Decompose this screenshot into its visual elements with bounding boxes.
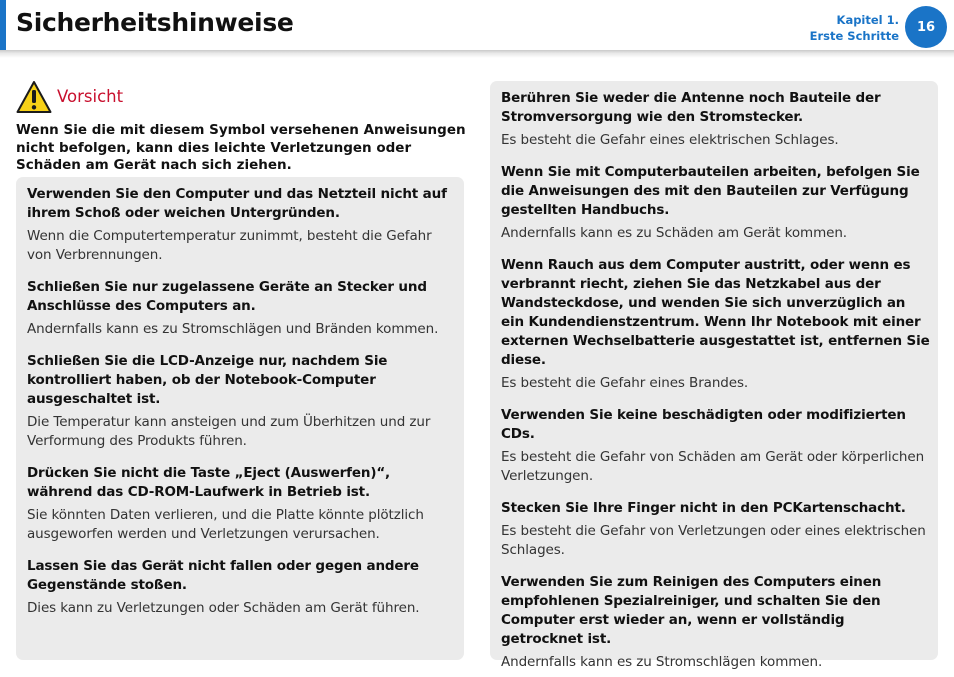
- safety-item-title: Schließen Sie nur zugelassene Geräte an Stecker und Anschlüsse des Computers an.: [27, 279, 427, 314]
- left-safety-panel: [16, 177, 464, 660]
- warning-triangle-icon: [16, 80, 52, 114]
- safety-item-text: Dies kann zu Verletzungen oder Schäden am Gerät führen.: [27, 600, 420, 616]
- safety-item-text: Es besteht die Gefahr eines Brandes.: [501, 375, 749, 391]
- safety-item: [27, 278, 454, 339]
- safety-item: [501, 499, 930, 560]
- page-number-badge: 16: [905, 6, 947, 48]
- right-safety-panel: [490, 81, 938, 670]
- safety-item-title: Wenn Sie mit Computerbauteilen arbeiten, befolgen Sie die Anweisungen des mit den Bauteilen zur Verfügung gestellten Handbuchs.: [501, 164, 920, 218]
- safety-item: [501, 406, 930, 486]
- chapter-title: Erste Schritte: [809, 29, 899, 43]
- safety-item: [27, 352, 454, 451]
- safety-item-text: Es besteht die Gefahr von Verletzungen oder eines elektrischen Schlages.: [501, 523, 926, 558]
- safety-item-title: Lassen Sie das Gerät nicht fallen oder gegen andere Gegenstände stoßen.: [27, 558, 419, 593]
- safety-item: [27, 557, 454, 618]
- caution-label: Vorsicht: [57, 87, 124, 106]
- safety-item-title: Berühren Sie weder die Antenne noch Bauteile der Stromversorgung wie den Stromstecker.: [501, 90, 881, 125]
- safety-item: [501, 256, 930, 393]
- safety-item-text: Sie könnten Daten verlieren, und die Platte könnte plötzlich ausgeworfen werden und Verletzungen verursachen.: [27, 507, 424, 542]
- safety-item-title: Verwenden Sie den Computer und das Netzteil nicht auf ihrem Schoß oder weichen Untergründen.: [27, 186, 447, 221]
- safety-item-title: Stecken Sie Ihre Finger nicht in den PCKartenschacht.: [501, 500, 906, 516]
- safety-item-text: Andernfalls kann es zu Stromschlägen und Bränden kommen.: [27, 321, 439, 337]
- safety-item-text: Es besteht die Gefahr von Schäden am Gerät oder körperlichen Verletzungen.: [501, 449, 925, 484]
- safety-item-text: Andernfalls kann es zu Stromschlägen kommen.: [501, 654, 823, 670]
- safety-item: [27, 185, 454, 265]
- safety-item-title: Schließen Sie die LCD-Anzeige nur, nachdem Sie kontrolliert haben, ob der Notebook-Computer ausgeschaltet ist.: [27, 353, 388, 407]
- caution-intro: Wenn Sie die mit diesem Symbol versehenen Anweisungen nicht befolgen, kann dies leichte Verletzungen oder Schäden am Gerät nach sich ziehen.: [16, 122, 466, 173]
- safety-item-text: Andernfalls kann es zu Schäden am Gerät kommen.: [501, 225, 847, 241]
- safety-item: [501, 89, 930, 150]
- safety-item: [501, 573, 930, 672]
- safety-item-title: Verwenden Sie keine beschädigten oder modifizierten CDs.: [501, 407, 906, 442]
- safety-item-text: Es besteht die Gefahr eines elektrischen Schlages.: [501, 132, 839, 148]
- safety-item-title: Drücken Sie nicht die Taste „Eject (Auswerfen)“, während das CD-ROM-Laufwerk in Betrieb ist.: [27, 465, 391, 500]
- page-title: Sicherheitshinweise: [16, 8, 294, 37]
- chapter-label[interactable]: [810, 12, 899, 44]
- header-divider: [0, 50, 954, 58]
- chapter-number: Kapitel 1.: [836, 13, 899, 27]
- safety-item-text: Wenn die Computertemperatur zunimmt, besteht die Gefahr von Verbrennungen.: [27, 228, 432, 263]
- header-accent-bar: [0, 0, 6, 52]
- safety-item: [27, 464, 454, 544]
- safety-item-text: Die Temperatur kann ansteigen und zum Überhitzen und zur Verformung des Produkts führen.: [27, 414, 431, 449]
- safety-item-title: Wenn Rauch aus dem Computer austritt, oder wenn es verbrannt riecht, ziehen Sie das Netzkabel aus der Wandsteckdose, und wenden Sie sich unverzüglich an ein Kundendienstzentrum. Wenn Ihr Notebook mit einer externen Wechselbatterie ausgestattet ist, entfernen Sie diese.: [501, 257, 930, 368]
- safety-item-title: Verwenden Sie zum Reinigen des Computers einen empfohlenen Spezialreiniger, und schalten Sie den Computer erst wieder an, wenn er vollständig getrocknet ist.: [501, 574, 882, 647]
- safety-item: [501, 163, 930, 243]
